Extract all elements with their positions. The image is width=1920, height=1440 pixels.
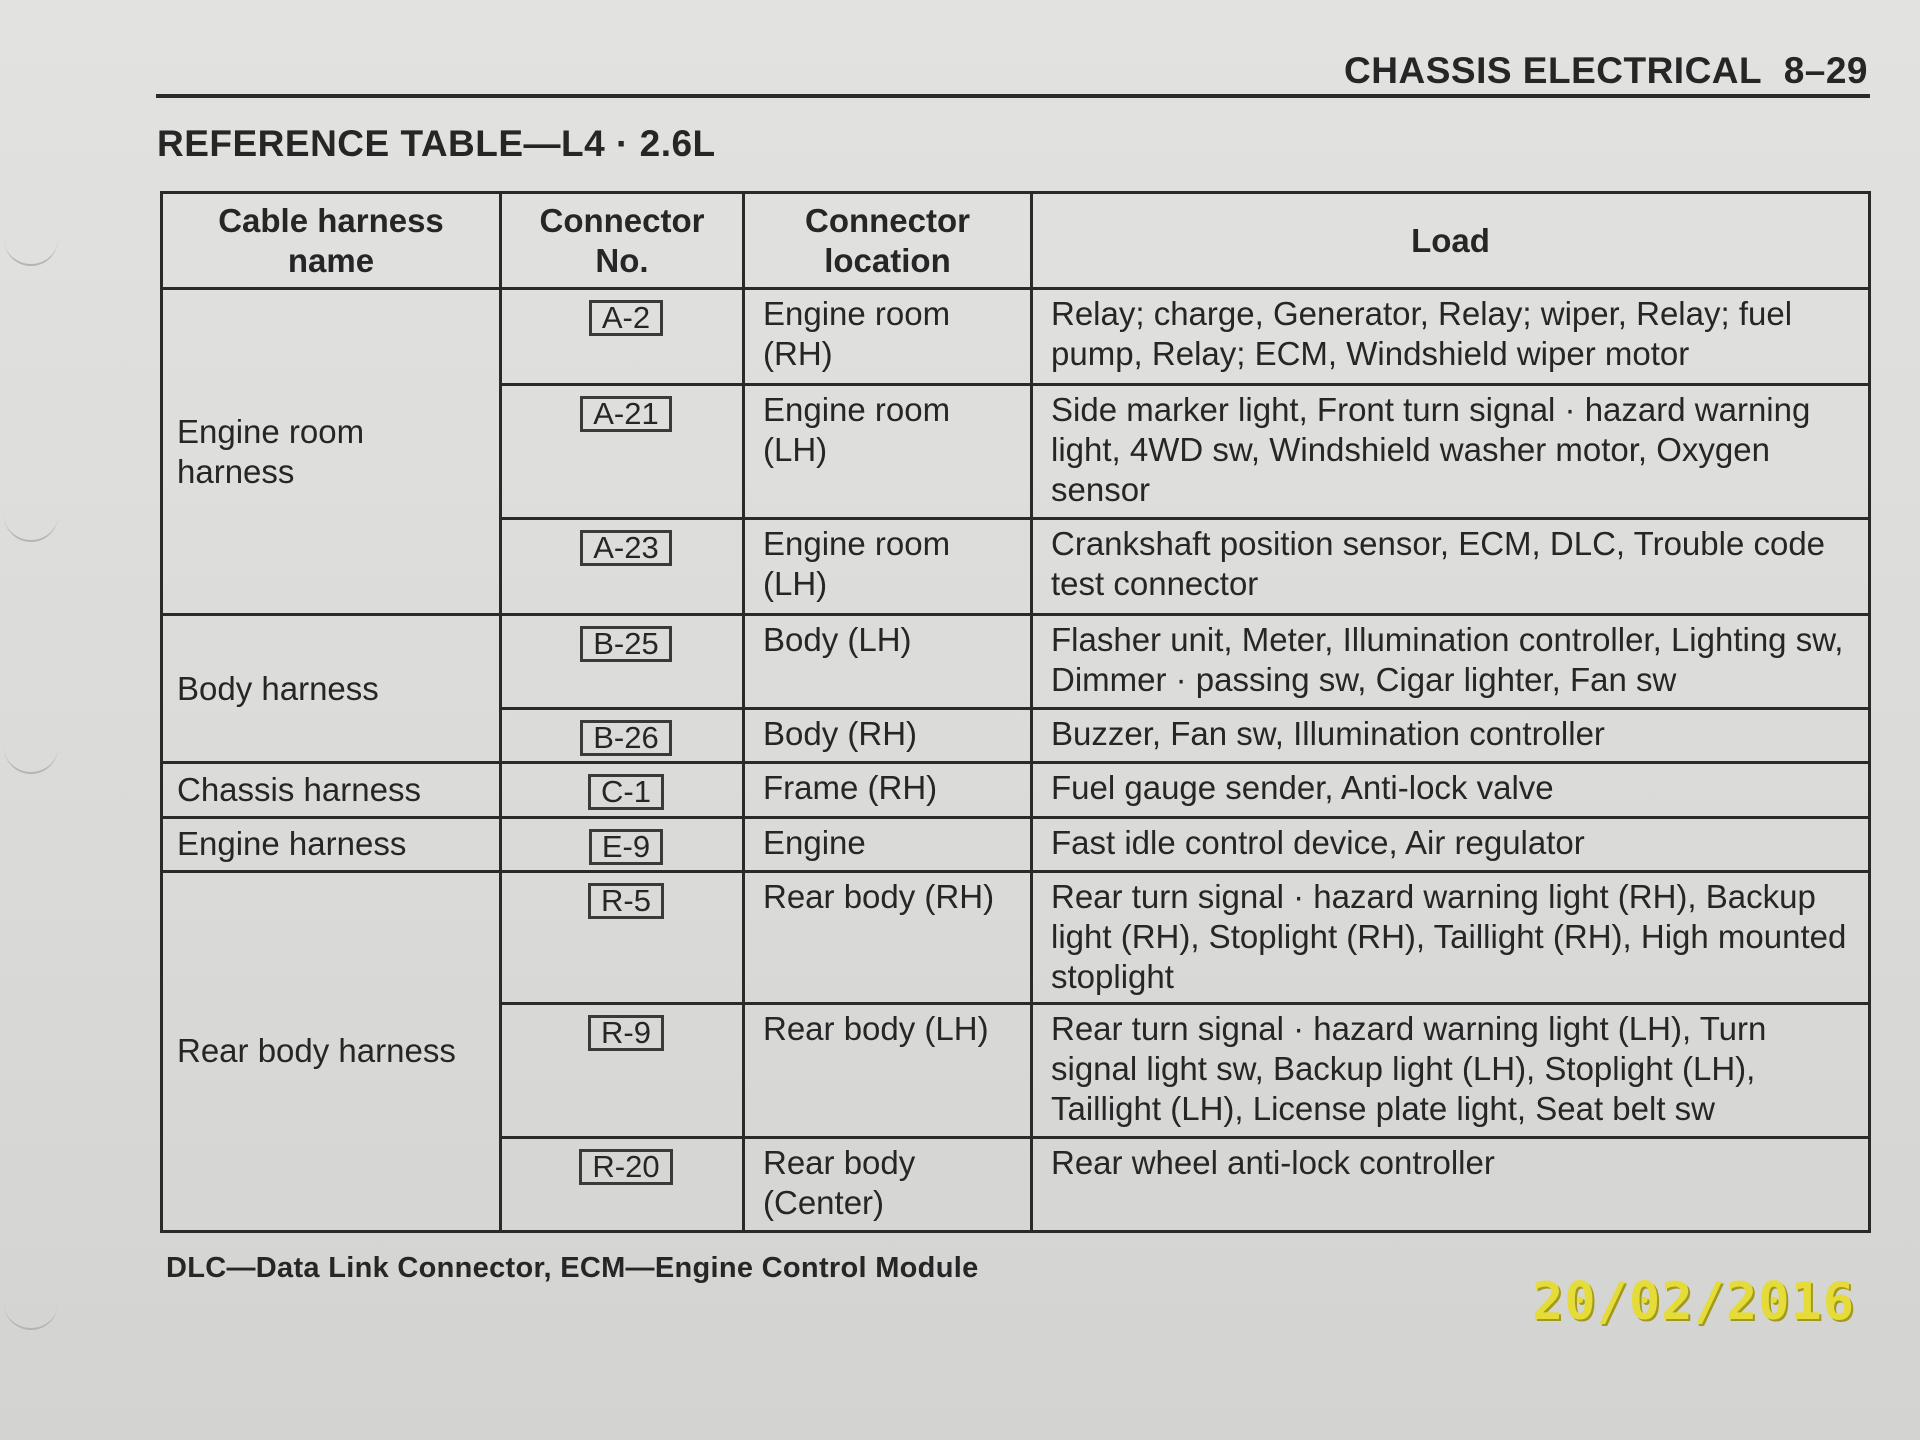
column-header: Connector No. — [501, 193, 744, 289]
connector-number: E-9 — [589, 829, 663, 865]
reference-table — [160, 191, 1871, 1233]
section-title: CHASSIS ELECTRICAL — [1344, 50, 1763, 91]
connector-cell — [501, 615, 744, 709]
table-row — [162, 871, 1870, 1003]
location-cell: Frame (RH) — [744, 763, 1032, 817]
connector-cell — [501, 289, 744, 385]
harness-name-cell: Body harness — [162, 615, 501, 763]
connector-cell — [501, 1003, 744, 1137]
column-header: Cable harness name — [162, 193, 501, 289]
connector-cell — [501, 519, 744, 615]
header-text — [1344, 50, 1868, 92]
connector-number: B-25 — [580, 626, 671, 662]
column-header: Connector location — [744, 193, 1032, 289]
location-cell: Rear body (RH) — [744, 871, 1032, 1003]
connector-number: R-5 — [588, 883, 664, 919]
connector-number: R-20 — [579, 1149, 672, 1185]
table-row — [162, 763, 1870, 817]
connector-cell — [501, 763, 744, 817]
table-row — [162, 817, 1870, 871]
connector-cell — [501, 709, 744, 763]
harness-name-cell: Engine harness — [162, 817, 501, 871]
load-cell: Rear wheel anti-lock controller — [1032, 1137, 1870, 1231]
harness-name-cell: Rear body harness — [162, 871, 501, 1231]
location-cell: Engine room (LH) — [744, 519, 1032, 615]
load-cell: Fuel gauge sender, Anti-lock valve — [1032, 763, 1870, 817]
location-cell: Body (LH) — [744, 615, 1032, 709]
location-cell: Body (RH) — [744, 709, 1032, 763]
table-row — [162, 289, 1870, 385]
camera-date-stamp: 20/02/2016 — [1532, 1272, 1856, 1332]
binder-hole-mark — [4, 512, 58, 542]
harness-name-cell: Chassis harness — [162, 763, 501, 817]
connector-number: R-9 — [588, 1015, 664, 1051]
connector-number: A-21 — [580, 396, 671, 432]
connector-cell — [501, 385, 744, 519]
connector-number: A-2 — [589, 300, 663, 336]
binder-hole-mark — [4, 744, 58, 774]
location-cell: Engine room (LH) — [744, 385, 1032, 519]
footnote: DLC—Data Link Connector, ECM—Engine Control Module — [166, 1252, 979, 1284]
load-cell: Rear turn signal · hazard warning light (RH), Backup light (RH), Stoplight (RH), Taillight (RH), High mounted stoplight — [1032, 871, 1870, 1003]
connector-cell — [501, 871, 744, 1003]
location-cell: Rear body (LH) — [744, 1003, 1032, 1137]
connector-number: C-1 — [588, 774, 664, 810]
connector-number: B-26 — [580, 720, 671, 756]
load-cell: Buzzer, Fan sw, Illumination controller — [1032, 709, 1870, 763]
table-title: REFERENCE TABLE—L4 · 2.6L — [157, 123, 716, 164]
load-cell: Side marker light, Front turn signal · hazard warning light, 4WD sw, Windshield washer motor, Oxygen sensor — [1032, 385, 1870, 519]
harness-name-cell: Engine room harness — [162, 289, 501, 615]
column-header: Load — [1032, 193, 1870, 289]
location-cell: Rear body (Center) — [744, 1137, 1032, 1231]
connector-number: A-23 — [580, 530, 671, 566]
load-cell: Rear turn signal · hazard warning light (LH), Turn signal light sw, Backup light (LH), Stoplight (LH), Taillight (LH), License plate light, Seat belt sw — [1032, 1003, 1870, 1137]
binder-hole-mark — [4, 236, 58, 266]
load-cell: Crankshaft position sensor, ECM, DLC, Trouble code test connector — [1032, 519, 1870, 615]
location-cell: Engine room (RH) — [744, 289, 1032, 385]
location-cell: Engine — [744, 817, 1032, 871]
table-header-row — [162, 193, 1870, 289]
load-cell: Fast idle control device, Air regulator — [1032, 817, 1870, 871]
connector-cell — [501, 1137, 744, 1231]
page-header — [156, 50, 1870, 98]
page-number: 8–29 — [1783, 50, 1868, 91]
connector-cell — [501, 817, 744, 871]
load-cell: Flasher unit, Meter, Illumination controller, Lighting sw, Dimmer · passing sw, Cigar lighter, Fan sw — [1032, 615, 1870, 709]
table-row — [162, 615, 1870, 709]
load-cell: Relay; charge, Generator, Relay; wiper, Relay; fuel pump, Relay; ECM, Windshield wiper motor — [1032, 289, 1870, 385]
binder-hole-mark — [4, 1300, 58, 1330]
